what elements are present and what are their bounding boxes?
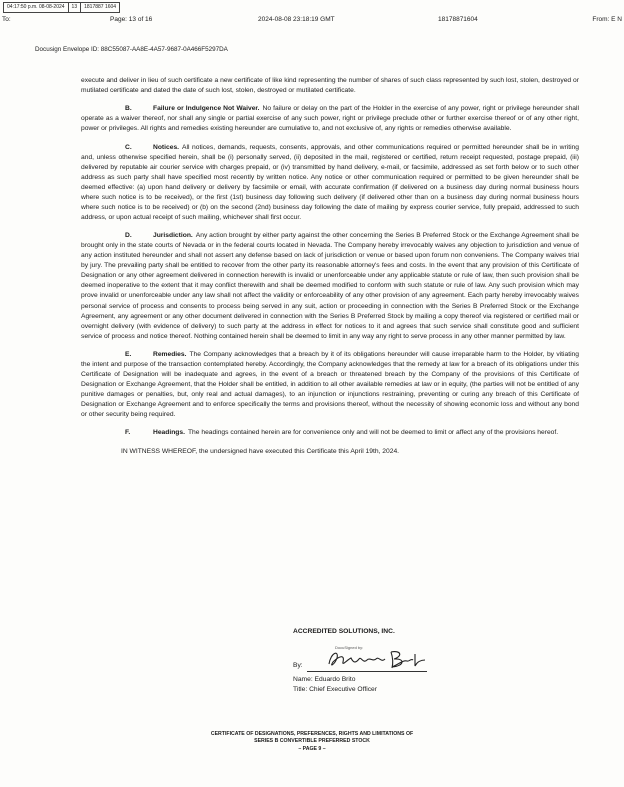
section-heading: Notices. xyxy=(153,143,180,151)
section-f xyxy=(81,428,579,438)
section-heading: Failure or Indulgence Not Waiver. xyxy=(153,105,260,113)
envelope-id: Docusign Envelope ID: 88C55087-AA8E-4A57-9687-0A466F5297DA xyxy=(35,46,228,53)
footer-line-2: SERIES B CONVERTIBLE PREFERRED STOCK xyxy=(254,738,370,745)
fax-number: 18178871604 xyxy=(438,16,478,23)
section-d xyxy=(81,231,579,342)
footer-line-1: CERTIFICATE OF DESIGNATIONS, PREFERENCES, RIGHTS AND LIMITATIONS OF xyxy=(210,731,414,737)
by-label: By: xyxy=(293,662,303,669)
section-letter: F. xyxy=(125,429,131,437)
stamp-datetime: 04:17:50 p.m. 08-08-2024 xyxy=(4,3,69,12)
section-heading: Jurisdiction. xyxy=(153,232,193,240)
signature-row xyxy=(293,643,513,675)
signer-name: Name: Eduardo Brito xyxy=(293,676,356,683)
signature-block xyxy=(293,627,513,695)
fax-timestamp: 2024-08-08 23:18:19 GMT xyxy=(258,16,335,23)
section-heading: Headings. xyxy=(153,429,185,437)
fax-header xyxy=(2,15,622,25)
section-letter: B. xyxy=(125,105,132,113)
fax-page: Page: 13 of 16 xyxy=(110,16,153,23)
stamp-page-number: 13 xyxy=(69,3,82,12)
signer-title: Title: Chief Executive Officer xyxy=(293,686,377,693)
fax-to: To: xyxy=(2,16,11,23)
docusign-tag: DocuSigned by: xyxy=(335,645,364,650)
intro-paragraph: execute and deliver in lieu of such certificate a new certificate of like kind representing the number of shares of such class represented by such lost, stolen, destroyed or mutilated certificate and dated the date of such lost, stolen, destroyed or mutilated certificate. xyxy=(81,77,579,95)
fax-stamp xyxy=(3,2,120,13)
document-footer xyxy=(0,731,624,753)
section-letter: E. xyxy=(125,350,132,358)
handwritten-signature xyxy=(323,646,433,672)
section-heading: Remedies. xyxy=(153,350,187,358)
section-text: All notices, demands, requests, consents, approvals, and other communications required or permitted hereunder shall be in writing and, unless otherwise specified herein, shall be (i) personally served, (ii) deposited in the mail, registered or certified, return receipt requested, postage prepaid, (iii) delivered by reputable air courier service with charges prepaid, or (iv) transmitted by hand delivery, e-mail, or facsimile, addressed as set forth below or to such other address as such party shall have specified most recently by written notice. Any notice or other communication required or permitted to be given hereunder shall be deemed effective: (a) upon hand delivery or delivery by facsimile or email, with accurate confirmation (if delivered on a business day during normal business hours where such notice is to be received), or the first (1st) business day following such delivery (if delivered other than on a business day during normal business hours where such notice is to be received) or (b) on the second (2nd) business day following the date of mailing by express courier service, fully prepaid, addressed to such address, or upon actual receipt of such mailing, whichever shall first occur. xyxy=(81,143,579,221)
section-text: No failure or delay on the part of the Holder in the exercise of any power, right or privilege hereunder shall operate as a waiver thereof, nor shall any single or partial exercise of any such power, right or privilege preclude other or further exercise thereof or of any other right, power or privileges. All rights and remedies existing hereunder are cumulative to, and not exclusive of, any rights or remedies otherwise available. xyxy=(81,105,579,133)
fax-from: From: E N xyxy=(592,16,622,23)
signature-line xyxy=(307,671,427,672)
section-letter: C. xyxy=(125,143,132,151)
document-body xyxy=(81,76,579,473)
footer-page-number: – PAGE 9 – xyxy=(298,745,326,752)
section-text: The headings contained herein are for convenience only and will not be deemed to limit or affect any of the provisions hereof. xyxy=(187,429,559,437)
company-name: ACCREDITED SOLUTIONS, INC. xyxy=(293,628,395,635)
section-e xyxy=(81,350,579,420)
witness-clause: IN WITNESS WHEREOF, the undersigned have executed this Certificate this April 19th, 2024. xyxy=(121,447,400,455)
section-text: The Company acknowledges that a breach by it of its obligations hereunder will cause irreparable harm to the Holder, by vitiating the intent and purpose of the transaction contemplated hereby. Accordingly, the Company acknowledges that the remedy at law for a breach of its obligations under this Certificate of Designation will be inadequate and agrees, in the event of a breach or threatened breach by the Company of the provisions of this Certificate of Designation or Exchange Agreement, that the Holder shall be entitled, in addition to all other available remedies at law or in equity, (the parties will not be entitled of any punitive damages or penalties, but, only real and actual damages), to an injunction or injunctions restraining, preventing or curing any breach of this Certificate of Designation or Exchange Agreement and to enforce specifically the terms and provisions thereof, without the necessity of showing economic loss and without any bond or other security being required. xyxy=(81,350,579,419)
stamp-fax-number: 1817887 1604 xyxy=(84,4,117,10)
section-c xyxy=(81,143,579,223)
section-text: Any action brought by either party against the other concerning the Series B Preferred Stock or the Exchange Agreement shall be brought only in the state courts of Nevada or in the federal courts located in Nevada. The Company hereby irrevocably waives any objection to jurisdiction and venue of any action instituted hereunder and shall not assert any defense based on lack of jurisdiction or venue or based upon forum non conveniens. The Company waives trial by jury. The prevailing party shall be entitled to recover from the other party its reasonable attorney's fees and costs. In the event that any provision of this Certificate of Designation or any other agreement delivered in connection herewith is invalid or unenforceable under any applicable statute or rule of law, then such provision shall be deemed inoperative to the extent that it may conflict therewith and shall be deemed modified to conform with such statute or rule of law. Any such provision which may prove invalid or unenforceable under any law shall not affect the validity or enforceability of any other provision of any agreement. Each party hereby irrevocably waives personal service of process and consents to process being served in any suit, action or proceeding in connection with the Series B Preferred Stock or the Exchange Agreement, any agreement or any other document delivered in connection with the Series B Preferred Stock by mailing a copy thereof via registered or certified mail or overnight delivery (with evidence of delivery) to such party at the address in effect for notices to it and agrees that such service shall constitute good and sufficient service of process and notice thereof. Nothing contained herein shall be deemed to limit in any way any right to serve process in any other manner permitted by law. xyxy=(81,232,579,340)
section-b xyxy=(81,104,579,134)
section-letter: D. xyxy=(125,232,132,240)
